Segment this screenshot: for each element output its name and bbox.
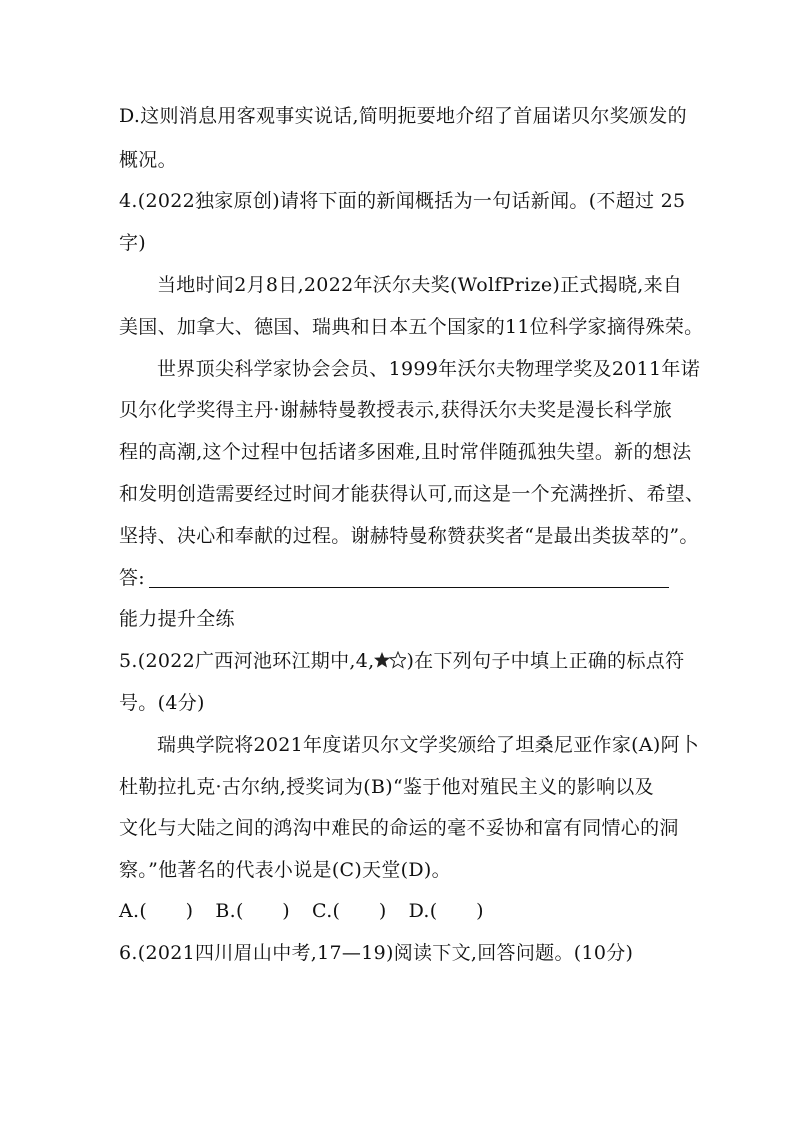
passage-paragraph-line-3: 文化与大陆之间的鸿沟中难民的命运的毫不妥协和富有同情心的洞 xyxy=(119,817,679,839)
option-d-text-cont: 概况。 xyxy=(119,149,177,171)
news-paragraph-2: 世界顶尖科学家协会会员、1999年沃尔夫物理学奖及2011年诺 xyxy=(157,358,701,380)
passage-paragraph-line-2: 杜勒拉扎克·古尔纳,授奖词为(B)“鉴于他对殖民主义的影响以及 xyxy=(119,776,654,798)
answer-options-row xyxy=(119,899,679,923)
news-paragraph-2-line-3: 程的高潮,这个过程中包括诸多困难,且时常伴随孤独失望。新的想法 xyxy=(119,441,692,463)
option-d-text: D.这则消息用客观事实说话,简明扼要地介绍了首届诺贝尔奖颁发的 xyxy=(119,105,687,127)
passage-paragraph-line-4: 察。”他著名的代表小说是(C)天堂(D)。 xyxy=(119,859,451,881)
question-5-prompt: )在下列句子中填上正确的标点符 xyxy=(406,650,685,672)
passage-paragraph: 瑞典学院将2021年度诺贝尔文学奖颁给了坦桑尼亚作家(A)阿卜 xyxy=(157,734,700,756)
star-rating-icon xyxy=(374,651,406,669)
news-paragraph-2-line-2: 贝尔化学奖得主丹·谢赫特曼教授表示,获得沃尔夫奖是漫长科学旅 xyxy=(119,399,673,421)
news-paragraph-2-line-5: 坚持、决心和奉献的过程。谢赫特曼称赞获奖者“是最出类拔萃的”。 xyxy=(119,525,699,547)
news-paragraph-1: 当地时间2月8日,2022年沃尔夫奖(WolfPrize)正式揭晓,来自 xyxy=(157,274,683,296)
question-4-title-cont: 字) xyxy=(119,232,147,254)
question-4-title: 4.(2022独家原创)请将下面的新闻概括为一句话新闻。(不超过 25 xyxy=(119,190,686,212)
answer-row xyxy=(119,566,679,590)
section-heading: 能力提升全练 xyxy=(119,608,235,630)
question-6-title: 6.(2021四川眉山中考,17—19)阅读下文,回答问题。(10分) xyxy=(119,942,634,964)
news-paragraph-2-line-4: 和发明创造需要经过时间才能获得认可,而这是一个充满挫折、希望、 xyxy=(119,483,705,505)
option-b-blank[interactable]: B.( ) xyxy=(215,900,291,922)
question-5-title xyxy=(119,649,685,673)
question-5-source: 5.(2022广西河池环江期中,4, xyxy=(119,650,375,672)
answer-blank-line[interactable] xyxy=(149,586,669,588)
answer-label: 答: xyxy=(119,567,146,589)
option-c-blank[interactable]: C.( ) xyxy=(312,900,387,922)
option-d-blank[interactable]: D.( ) xyxy=(408,900,484,922)
question-5-title-cont: 号。(4分) xyxy=(119,692,205,714)
news-paragraph-1-cont: 美国、加拿大、德国、瑞典和日本五个国家的11位科学家摘得殊荣。 xyxy=(119,316,704,338)
option-a-blank[interactable]: A.( ) xyxy=(119,900,194,922)
